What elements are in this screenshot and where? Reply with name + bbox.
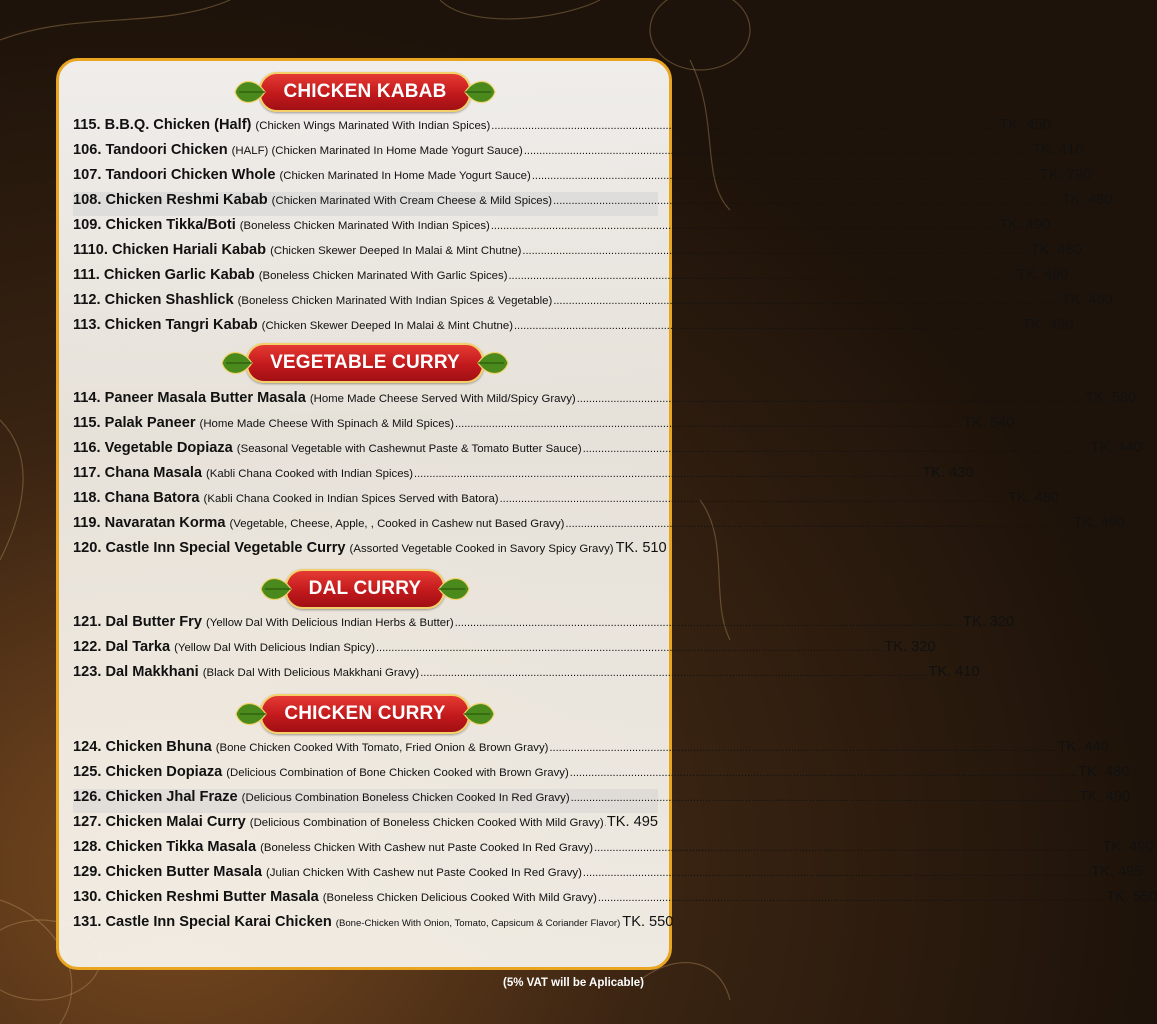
menu-item	[73, 390, 1137, 414]
leader-dots	[598, 892, 1105, 904]
section-title: DAL CURRY	[308, 578, 422, 599]
item-price: TK. 410	[1032, 142, 1084, 158]
item-price: TK. 490	[1016, 267, 1068, 283]
item-price: TK. 580	[1085, 390, 1137, 406]
leaf-icon	[259, 572, 293, 606]
item-description: (Boneless Chicken Marinated With Garlic Spices)	[258, 270, 508, 282]
leader-dots	[532, 170, 1039, 182]
item-price: TK. 480	[1078, 764, 1130, 780]
item-name: 120. Castle Inn Special Vegetable Curry	[73, 540, 346, 556]
item-description: (Assorted Vegetable Cooked in Savory Spicy Gravy)	[349, 543, 614, 555]
item-name: 112. Chicken Shashlick	[73, 292, 234, 308]
item-price: TK. 550	[1106, 889, 1157, 905]
leaf-icon	[220, 346, 254, 380]
item-price: TK. 490	[1078, 789, 1131, 805]
item-price: TK. 410	[928, 664, 980, 680]
item-name: 113. Chicken Tangri Kabab	[73, 317, 258, 333]
item-description: (Yellow Dal With Delicious Indian Herbs & Butter)	[205, 617, 454, 629]
item-description: (Yellow Dal With Delicious Indian Spicy)	[174, 642, 375, 654]
leader-dots	[514, 320, 1021, 332]
item-name: 130. Chicken Reshmi Butter Masala	[73, 889, 319, 905]
item-description: (Chicken Marinated With Cream Cheese & Mild Spices)	[271, 195, 553, 207]
leader-dots	[455, 617, 962, 629]
item-description: (Chicken Skewer Deeped In Malai & Mint Chutne)	[270, 245, 522, 257]
item-price: TK. 490	[1073, 515, 1125, 531]
menu-item	[73, 440, 1143, 464]
section-title: VEGETABLE CURRY	[270, 352, 460, 373]
menu-item	[73, 814, 658, 838]
item-name: 131. Castle Inn Special Karai Chicken	[73, 914, 332, 930]
item-price: TK. 450	[999, 117, 1051, 133]
menu-item	[73, 142, 1084, 166]
item-description: (Kabli Chana Cooked with Indian Spices)	[206, 468, 414, 480]
menu-item	[73, 914, 674, 938]
item-description: (HALF) (Chicken Marinated In Home Made Yogurt Sauce)	[231, 145, 523, 157]
leader-dots	[577, 393, 1084, 405]
leaf-icon	[234, 697, 268, 731]
menu-item	[73, 415, 1015, 439]
item-name: 123. Dal Makkhani	[73, 664, 199, 680]
leader-dots	[605, 817, 606, 829]
item-name: 121. Dal Butter Fry	[73, 614, 202, 630]
item-price: TK. 440	[1057, 739, 1109, 755]
section-banner	[259, 72, 470, 112]
leader-dots	[565, 518, 1072, 530]
leaf-icon	[437, 572, 471, 606]
item-name: 115. Palak Paneer	[73, 415, 196, 431]
item-price: TK. 430	[922, 465, 974, 481]
section-header-dal-curry	[0, 569, 730, 609]
menu-item	[73, 465, 974, 489]
leader-dots	[553, 195, 1060, 207]
item-name: 108. Chicken Reshmi Kabab	[73, 192, 268, 208]
item-name: 106. Tandoori Chicken	[73, 142, 228, 158]
leader-dots	[455, 418, 962, 430]
menu-item	[73, 839, 1154, 863]
item-name: 125. Chicken Dopiaza	[73, 764, 223, 780]
item-price: TK. 480	[1061, 192, 1113, 208]
menu-item	[73, 117, 1051, 141]
item-description: (Seasonal Vegetable with Cashewnut Paste & Tomato Butter Sauce)	[236, 443, 582, 455]
leader-dots	[491, 120, 998, 132]
item-description: (Bone Chicken Cooked With Tomato, Fried Onion & Brown Gravy)	[215, 742, 549, 754]
item-price: TK. 540	[963, 415, 1015, 431]
item-description: (Kabli Chana Cooked in Indian Spices Served with Batora)	[203, 493, 499, 505]
vat-note: (5% VAT will be Aplicable)	[503, 977, 645, 989]
leader-dots	[500, 493, 1007, 505]
section-banner	[285, 569, 446, 609]
item-description: (Chicken Wings Marinated With Indian Spices)	[255, 120, 491, 132]
leader-dots	[420, 667, 927, 679]
leader-dots	[571, 792, 1078, 804]
item-name: 111. Chicken Garlic Kabab	[73, 267, 255, 283]
item-name: 115. B.B.Q. Chicken (Half)	[73, 117, 252, 133]
item-price: TK. 440	[1091, 440, 1143, 456]
section-banner	[246, 343, 484, 383]
item-name: 119. Navaratan Korma	[73, 515, 226, 531]
item-price: TK. 320	[884, 639, 936, 655]
leader-dots	[594, 842, 1101, 854]
menu-item	[73, 664, 980, 688]
menu-item	[73, 217, 1051, 241]
menu-item	[73, 242, 1082, 266]
item-description: (Home Made Cheese Served With Mild/Spicy Gravy)	[309, 393, 576, 405]
item-description: (Delicious Combination of Bone Chicken Cooked with Brown Gravy)	[226, 767, 569, 779]
menu-item	[73, 317, 1074, 341]
item-name: 124. Chicken Bhuna	[73, 739, 212, 755]
leader-dots	[509, 270, 1016, 282]
item-name: 118. Chana Batora	[73, 490, 200, 506]
item-price: TK. 480	[1007, 490, 1060, 506]
item-name: 107. Tandoori Chicken Whole	[73, 167, 276, 183]
menu-item	[73, 614, 1015, 638]
leaf-icon	[233, 75, 267, 109]
menu-item	[73, 267, 1068, 291]
leader-dots	[414, 468, 921, 480]
menu-item	[73, 639, 936, 663]
item-name: 114. Paneer Masala Butter Masala	[73, 390, 306, 406]
item-price: TK. 490	[1102, 839, 1154, 855]
menu-item	[73, 864, 1143, 888]
leader-dots	[491, 220, 998, 232]
menu-item	[73, 292, 1113, 316]
item-price: TK. 790	[1040, 167, 1092, 183]
item-name: 1110. Chicken Hariali Kabab	[73, 242, 267, 258]
item-description: (Boneless Chicken Marinated With Indian Spices)	[239, 220, 490, 232]
item-description: (Black Dal With Delicious Makkhani Gravy)	[202, 667, 420, 679]
item-price: TK. 495	[606, 814, 658, 830]
leaf-icon	[476, 346, 510, 380]
item-price: TK. 490	[1022, 317, 1074, 333]
item-price: TK. 550	[622, 914, 674, 930]
item-description: (Vegetable, Cheese, Apple, , Cooked in Cashew nut Based Gravy)	[229, 518, 565, 530]
leader-dots	[549, 742, 1056, 754]
item-description: (Boneless Chicken Marinated With Indian Spices & Vegetable)	[237, 295, 553, 307]
section-header-vegetable-curry	[0, 343, 730, 383]
section-banner	[260, 694, 469, 734]
item-price: TK. 320	[963, 614, 1015, 630]
item-description: (Chicken Marinated In Home Made Yogurt Sauce)	[279, 170, 531, 182]
leaf-icon	[463, 75, 497, 109]
menu-item	[73, 889, 1157, 913]
item-name: 122. Dal Tarka	[73, 639, 171, 655]
item-description: (Julian Chicken With Cashew nut Paste Cooked In Red Gravy)	[266, 867, 582, 879]
menu-item	[73, 764, 1130, 788]
leader-dots	[583, 867, 1090, 879]
item-description: (Delicious Combination Boneless Chicken Cooked In Red Gravy)	[241, 792, 570, 804]
item-description: (Bone-Chicken With Onion, Tomato, Capsicum & Coriander Flavor)	[335, 918, 621, 929]
menu-item	[73, 540, 667, 564]
item-price: TK. 480	[1030, 242, 1082, 258]
menu-item	[73, 490, 1060, 514]
item-name: 117. Chana Masala	[73, 465, 202, 481]
leader-dots	[376, 642, 883, 654]
menu-item	[73, 192, 1113, 216]
leaf-icon	[462, 697, 496, 731]
leader-dots	[583, 443, 1090, 455]
item-name: 127. Chicken Malai Curry	[73, 814, 246, 830]
item-description: (Boneless Chicken With Cashew nut Paste Cooked In Red Gravy)	[260, 842, 594, 854]
section-title: CHICKEN KABAB	[283, 81, 447, 102]
item-description: (Boneless Chicken Delicious Cooked With Mild Gravy)	[322, 892, 597, 904]
leader-dots	[524, 145, 1031, 157]
item-name: 129. Chicken Butter Masala	[73, 864, 262, 880]
item-name: 128. Chicken Tikka Masala	[73, 839, 257, 855]
menu-item	[73, 167, 1092, 191]
item-name: 116. Vegetable Dopiaza	[73, 440, 233, 456]
item-description: (Delicious Combination of Boneless Chicken Cooked With Mild Gravy)	[249, 817, 604, 829]
section-title: CHICKEN CURRY	[284, 703, 446, 724]
item-name: 126. Chicken Jhal Fraze	[73, 789, 238, 805]
leader-dots	[553, 295, 1060, 307]
menu-item	[73, 515, 1125, 539]
item-description: (Chicken Skewer Deeped In Malai & Mint Chutne)	[261, 320, 513, 332]
leader-dots	[522, 245, 1029, 257]
leader-dots	[570, 767, 1077, 779]
item-name: 109. Chicken Tikka/Boti	[73, 217, 236, 233]
item-price: TK. 460	[1061, 292, 1113, 308]
item-price: TK. 495	[1091, 864, 1143, 880]
menu-item	[73, 789, 1131, 813]
item-price: TK. 490	[999, 217, 1051, 233]
item-description: (Home Made Cheese With Spinach & Mild Spices)	[199, 418, 455, 430]
section-header-chicken-kabab	[0, 72, 730, 112]
section-header-chicken-curry	[0, 694, 730, 734]
item-price: TK. 510	[615, 540, 667, 556]
menu-item	[73, 739, 1109, 763]
